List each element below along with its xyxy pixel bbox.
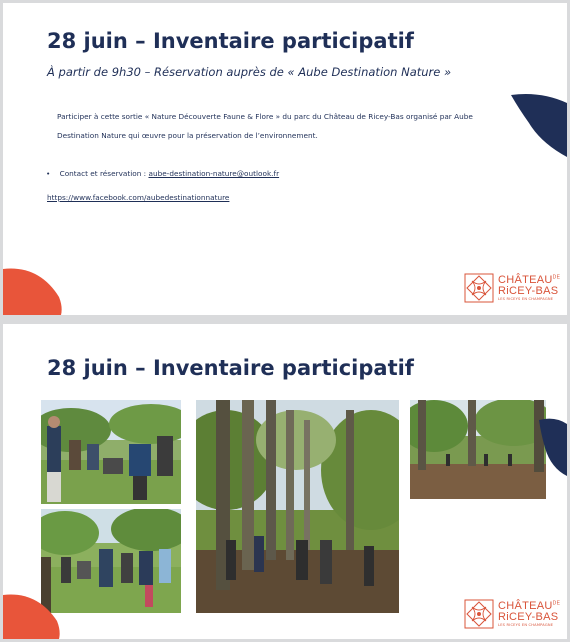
orange-corner-shape — [3, 593, 61, 639]
logo-emblem-icon — [464, 273, 494, 303]
slide-title: 28 juin – Inventaire participatif — [47, 356, 414, 380]
photo-forest-clearing — [410, 400, 546, 499]
contact-email-link[interactable]: aube-destination-nature@outlook.fr — [148, 169, 280, 178]
logo-name: RiCEY-BAS — [498, 610, 559, 623]
chateau-logo — [464, 599, 560, 629]
facebook-link[interactable]: https://www.facebook.com/aubedestinationnature — [47, 193, 230, 202]
navy-corner-shape — [539, 418, 567, 476]
slide-title: 28 juin – Inventaire participatif — [47, 29, 414, 53]
slide-subtitle: À partir de 9h30 – Réservation auprès de « Aube Destination Nature » — [47, 65, 452, 79]
logo-de: DE — [552, 600, 561, 607]
slide-2 — [3, 324, 567, 639]
facebook-link-container — [47, 193, 229, 202]
logo-subtitle: LES RICEYS EN CHAMPAGNE — [498, 296, 554, 301]
logo-title: CHÂTEAU — [498, 273, 553, 286]
chateau-logo — [464, 273, 560, 303]
logo-title: CHÂTEAU — [498, 599, 553, 612]
photo-group-meadow — [41, 400, 181, 504]
photo-group-path — [41, 509, 181, 613]
logo-subtitle: LES RICEYS EN CHAMPAGNE — [498, 622, 554, 627]
logo-emblem-icon — [464, 599, 494, 629]
contact-label: Contact et réservation : — [59, 169, 149, 178]
bullet-icon: • — [46, 169, 60, 178]
slide-1 — [3, 3, 567, 315]
logo-name: RiCEY-BAS — [498, 284, 559, 297]
orange-corner-shape — [3, 267, 63, 315]
logo-de: DE — [552, 274, 561, 281]
photo-forest-alley — [196, 400, 399, 613]
navy-corner-shape — [511, 93, 567, 157]
contact-bullet — [46, 169, 279, 178]
description-text: Participer à cette sortie « Nature Découverte Faune & Flore » du parc du Château de Ricey-Bas organisé par Aube Destination Nature qui œuvre pour la préservation de l’environnement. — [57, 112, 473, 140]
